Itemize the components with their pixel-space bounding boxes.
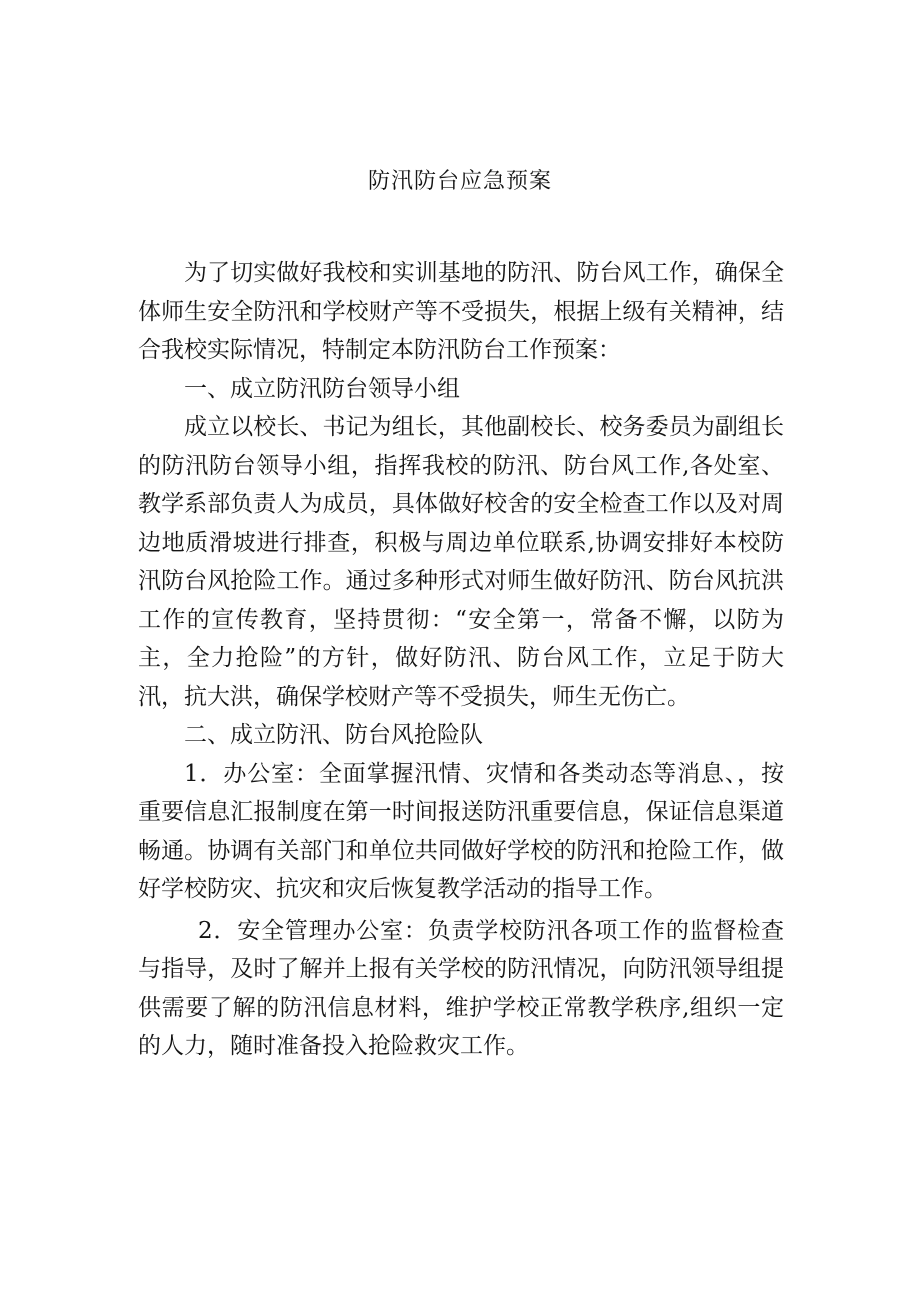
intro-paragraph: 为了切实做好我校和实训基地的防汛、防台风工作，确保全体师生安全防汛和学校财产等不受损失，根据上级有关精神，结合我校实际情况，特制定本防汛防台工作预案： bbox=[138, 260, 784, 363]
office-duty-paragraph: 1．办公室：全面掌握汛情、灾情和各类动态等消息、，按重要信息汇报制度在第一时间报送防汛重要信息，保证信息渠道畅通。协调有关部门和单位共同做好学校的防汛和抢险工作，做好学校防灾、抗灾和灾后恢复教学活动的指导工作。 bbox=[138, 760, 784, 902]
document-title: 防汛防台应急预案 bbox=[367, 169, 552, 194]
safety-office-duty-paragraph: 2．安全管理办公室：负责学校防汛各项工作的监督检查与指导，及时了解并上报有关学校的防汛情况，向防汛领导组提供需要了解的防汛信息材料，维护学校正常教学秩序,组织一定的人力，随时准备投入抢险救灾工作。 bbox=[138, 917, 784, 1059]
document-body bbox=[138, 254, 784, 1066]
section-heading-leadership-group: 一、成立防汛防台领导小组 bbox=[184, 375, 460, 402]
section-heading-rescue-team: 二、成立防汛、防台风抢险队 bbox=[184, 722, 483, 748]
leadership-group-paragraph: 成立以校长、书记为组长，其他副校长、校务委员为副组长的防汛防台领导小组，指挥我校的防汛、防台风工作,各处室、教学系部负责人为成员，具体做好校舍的安全检查工作以及对周边地质滑坡进行排查，积极与周边单位联系,协调安排好本校防汛防台风抢险工作。通过多种形式对师生做好防汛、防台风抗洪工作的宣传教育，坚持贯彻：“安全第一，常备不懈，以防为主，全力抢险”的方针，做好防汛、防台风工作，立足于防大汛，抗大洪，确保学校财产等不受损失，师生无伤亡。 bbox=[138, 414, 784, 710]
